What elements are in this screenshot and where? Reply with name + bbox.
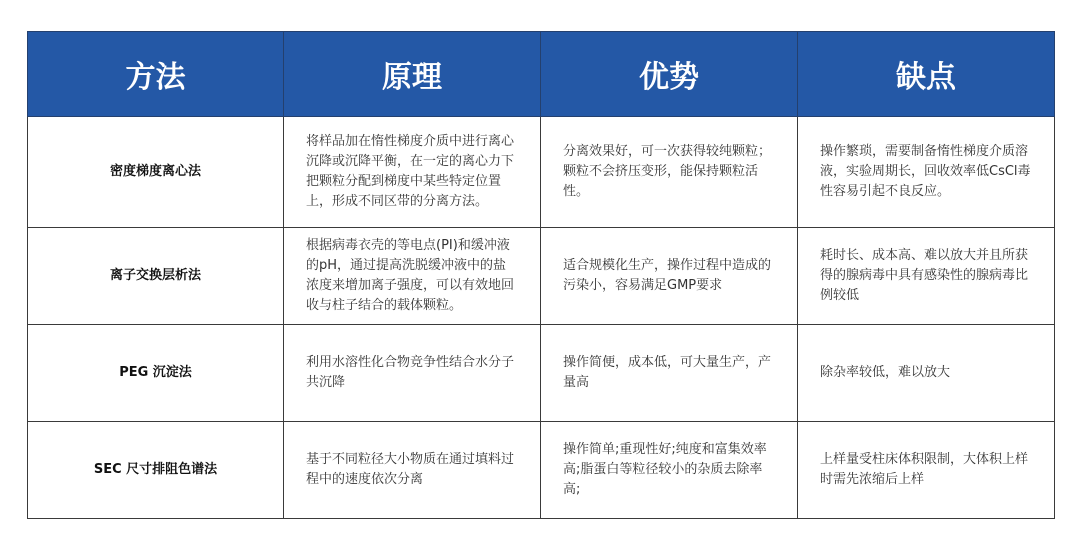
- method-cell: 离子交换层析法: [28, 228, 284, 325]
- method-cell: SEC 尺寸排阻色谱法: [28, 422, 284, 519]
- disadvantage-cell: 除杂率较低，难以放大: [798, 325, 1055, 422]
- principle-cell: 根据病毒衣壳的等电点(PI)和缓冲液的pH，通过提高洗脱缓冲液中的盐浓度来增加离子强度，可以有效地回收与柱子结合的载体颗粒。: [284, 228, 541, 325]
- header-disadvantage: 缺点: [798, 32, 1055, 117]
- principle-cell: 利用水溶性化合物竞争性结合水分子共沉降: [284, 325, 541, 422]
- disadvantage-cell: 耗时长、成本高、难以放大并且所获得的腺病毒中具有感染性的腺病毒比例较低: [798, 228, 1055, 325]
- disadvantage-cell: 操作繁琐，需要制备惰性梯度介质溶液，实验周期长，回收效率低CsCl毒性容易引起不良反应。: [798, 117, 1055, 228]
- table-row: [28, 228, 1055, 325]
- method-cell: 密度梯度离心法: [28, 117, 284, 228]
- method-cell: PEG 沉淀法: [28, 325, 284, 422]
- table-row: [28, 422, 1055, 519]
- table-row: [28, 117, 1055, 228]
- header-method: 方法: [28, 32, 284, 117]
- disadvantage-cell: 上样量受柱床体积限制，大体积上样时需先浓缩后上样: [798, 422, 1055, 519]
- table-row: [28, 325, 1055, 422]
- principle-cell: 将样品加在惰性梯度介质中进行离心沉降或沉降平衡，在一定的离心力下把颗粒分配到梯度中某些特定位置上，形成不同区带的分离方法。: [284, 117, 541, 228]
- header-advantage: 优势: [541, 32, 798, 117]
- advantage-cell: 操作简便，成本低，可大量生产，产量高: [541, 325, 798, 422]
- header-principle: 原理: [284, 32, 541, 117]
- header-row: [28, 32, 1055, 117]
- comparison-table: [27, 31, 1055, 519]
- advantage-cell: 分离效果好，可一次获得较纯颗粒；颗粒不会挤压变形，能保持颗粒活性。: [541, 117, 798, 228]
- advantage-cell: 操作简单;重现性好;纯度和富集效率高;脂蛋白等粒径较小的杂质去除率高;: [541, 422, 798, 519]
- advantage-cell: 适合规模化生产，操作过程中造成的污染小，容易满足GMP要求: [541, 228, 798, 325]
- principle-cell: 基于不同粒径大小物质在通过填料过程中的速度依次分离: [284, 422, 541, 519]
